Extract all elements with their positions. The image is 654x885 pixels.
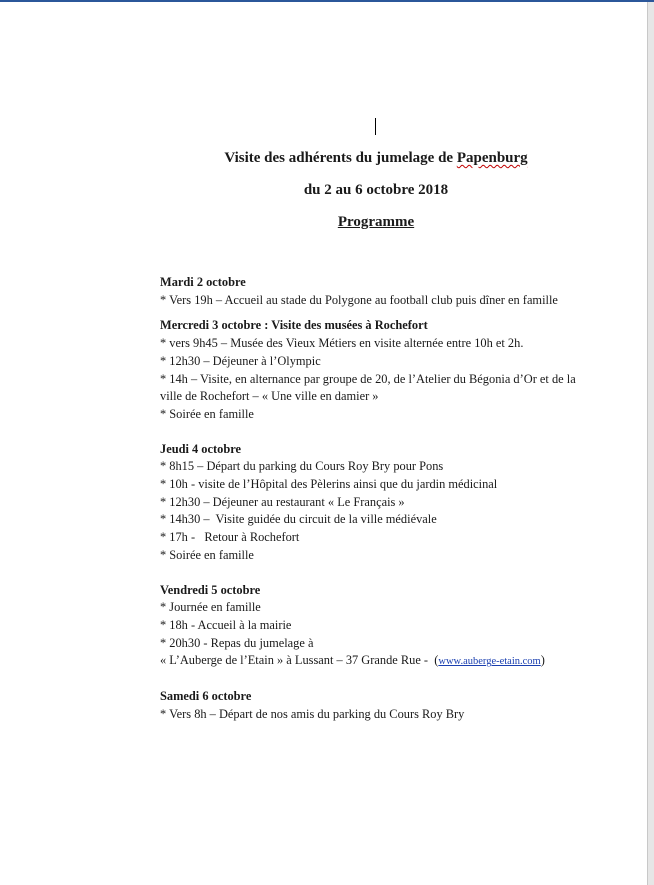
day-item: * Soirée en famille (160, 406, 254, 421)
day-item: * 18h - Accueil à la mairie (160, 617, 292, 632)
day-item: * vers 9h45 – Musée des Vieux Métiers en visite alternée entre 10h et 2h. (160, 336, 524, 351)
day-item: * 14h30 – Visite guidée du circuit de la ville médiévale (160, 512, 437, 527)
day-item: * 14h – Visite, en alternance par groupe de 20, de l’Atelier du Bégonia d’Or et de la ville de Rochefort – « Une ville en damier » (160, 371, 576, 404)
day-title: Mercredi 3 octobre : Visite des musées à Rochefort (160, 318, 428, 333)
text-cursor (375, 118, 376, 135)
day-title: Samedi 6 octobre (160, 689, 252, 704)
day-item: * 17h - Retour à Rochefort (160, 530, 300, 545)
day-item: * 8h15 – Départ du parking du Cours Roy Bry pour Pons (160, 459, 444, 474)
spacer (160, 309, 600, 317)
address-close: ) (540, 653, 545, 668)
address-text: « L’Auberge de l’Etain » à Lussant – 37 Grande Rue - ( (160, 653, 439, 668)
spacer (160, 671, 600, 688)
spacer (160, 424, 600, 441)
day-item: * 10h - visite de l’Hôpital des Pèlerins ainsi que du jardin médicinal (160, 477, 498, 492)
title-prefix: Visite des adhérents du jumelage de (224, 150, 457, 166)
website-link[interactable]: www.auberge-etain.com (438, 656, 541, 668)
spacer (160, 565, 600, 582)
day-section (160, 274, 600, 309)
document-page[interactable] (0, 2, 648, 885)
day-title: Mardi 2 octobre (160, 275, 246, 289)
page-gutter (648, 2, 654, 885)
document-title (0, 150, 654, 167)
document-dates: du 2 au 6 octobre 2018 (303, 182, 449, 198)
day-section (160, 582, 600, 672)
day-section (160, 317, 600, 423)
day-title: Vendredi 5 octobre (160, 582, 261, 597)
day-section (160, 441, 600, 565)
programme-body (160, 274, 600, 723)
day-item: * Vers 8h – Départ de nos amis du parking du Cours Roy Bry (160, 706, 465, 721)
day-item: * 12h30 – Déjeuner à l’Olympic (160, 353, 321, 368)
day-item-address (160, 652, 600, 671)
document-programme-heading: Programme (337, 214, 415, 230)
day-title: Jeudi 4 octobre (160, 441, 241, 456)
day-item: * Vers 19h – Accueil au stade du Polygone au football club puis dîner en famille (160, 292, 558, 307)
day-item: * Soirée en famille (160, 547, 254, 562)
day-item: * 12h30 – Déjeuner au restaurant « Le Français » (160, 494, 405, 509)
title-city-misspelled[interactable]: Papenburg (456, 150, 528, 166)
day-section (160, 688, 600, 723)
day-item: * 20h30 - Repas du jumelage à (160, 635, 314, 650)
day-item: * Journée en famille (160, 600, 261, 615)
